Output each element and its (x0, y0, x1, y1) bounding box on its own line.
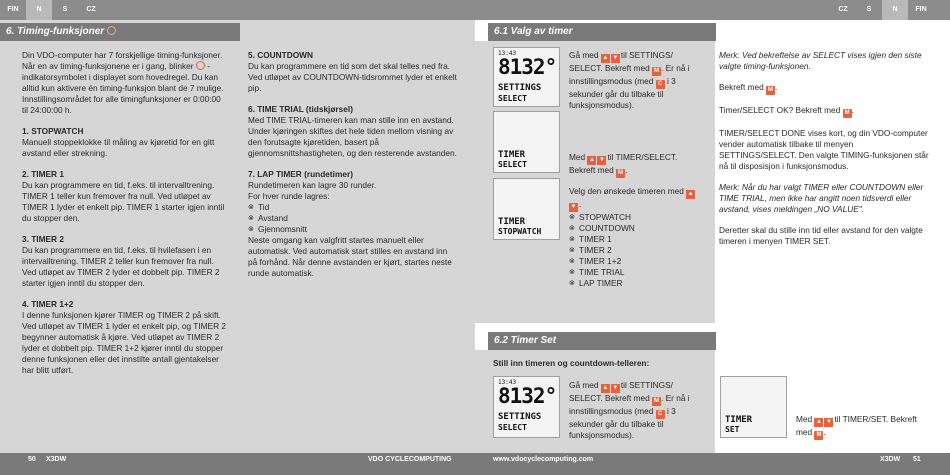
m-key-icon: M (844, 110, 850, 116)
step-5: Gå med ▲ ▼ til SETTINGS/ SELECT. Bekreft med M . Er nå i innstillingsmodus (med C i 3 sekunder går du tilbake til funksjonsmodus). (569, 380, 690, 440)
m-key-icon: M (654, 68, 660, 74)
lcd-text: TIMER (725, 415, 753, 425)
lcd-settings-select (493, 47, 560, 107)
lcd-subtext: SET (725, 425, 740, 434)
laptimer-text-2: Neste omgang kan valgfritt startes manuelt eller automatisk. Ved automatisk start stilles en avstand inn på forhånd. Når denne avstanden er kjørt, startes neste runde automatisk. (248, 235, 452, 278)
m-key-icon: M (654, 398, 660, 404)
countdown-title: 5. COUNTDOWN (248, 50, 313, 60)
lcd-text: SETTINGS (498, 83, 542, 93)
list-item: ⊗ TIMER 1 (569, 234, 699, 245)
language-tabs (830, 0, 950, 20)
tab-fin[interactable]: FIN (7, 6, 19, 13)
section-separator (475, 323, 950, 331)
m-key-icon: M (618, 170, 624, 176)
lcd-settings-select-2 (493, 376, 560, 438)
tab-s[interactable]: S (62, 6, 68, 13)
list-item: ⊗ TIMER 1+2 (569, 256, 699, 267)
section-header: 6. Timing-funksjoner (0, 23, 240, 41)
timer2-text: Du kan programmere en tid, f.eks. til hvilefasen i en intervalltrening. TIMER 2 teller kun fremover fra null. Ved utløpet av TIMER 2 lyder et dobbelt pip. TIMER 2 starter igjen inntil du stopper den. (22, 245, 220, 288)
left-column: Din VDO-computer har 7 forskjellige timing-funksjoner. Når en av timing-funksjonene er i gang, blinker -indikatorsymbolet i displayet som hovedregel. Du kan alltid kun aktivere én timing-funksjon blant de 7 mulige. Innstillingsområdet for alle timingfunksjoner er 0:00:00 til 24:00:00 h. 1. STOPWATCH Manuell stoppeklokke til måling av kjøretid for en gitt avstand eller strekning. 2. TIMER 1 Du kan programmere en tid, f.eks. til intervalltrening. TIMER 1 teller kun fremover fra null. Ved utløpet av TIMER 1 lyder et enkelt pip. TIMER 1 starter igjen inntil du stopper den. 3. TIMER 2 Du kan programmere en tid, f.eks. til hvilefasen i en intervalltrening. TIMER 2 teller kun fremover fra null. Ved utløpet av TIMER 2 lyder et dobbelt pip. TIMER 2 starter igjen inntil du stopper den. 4. TIMER 1+2 I denne funksjonen kjører TIMER og TIMER 2 på skift. Ved utløpet av TIMER 1 lyder et enkelt pip, og TIMER 2 begynner automatisk å kjøre. Ved utløpet av TIMER 2 lyder et dobbelt pip. TIMER 1+2 kjører inntil du stopper denne funksjonen eller det innstilte antall gjentakelser har blitt utført. (22, 50, 226, 375)
step-2: Med ▲ ▼ til TIMER/SELECT. Bekreft med M . (569, 152, 678, 176)
c-key-icon: C (656, 410, 665, 419)
left-footer (0, 453, 475, 475)
done-text: TIMER/SELECT DONE vises kort, og din VDO-computer vender automatisk tilbake til menyen SETTINGS/SELECT. Den valgte TIMING-funksjonen står nå til disposisjon i funksjonsmodus. (719, 128, 929, 171)
list-item: ⊗ STOPWATCH (569, 212, 699, 223)
lcd-text: SETTINGS (498, 412, 542, 422)
page-number: 51 (913, 456, 921, 463)
down-icon: ▼ (612, 385, 619, 391)
down-icon: ▼ (612, 55, 619, 61)
up-icon: ▲ (815, 419, 822, 425)
step-6: Med ▲ ▼ til TIMER/SET. Bekreft med M . (796, 414, 917, 438)
list-item: ⊗ Tid (248, 202, 458, 213)
language-tabs (0, 0, 180, 20)
lcd-time: 13:43 (498, 50, 517, 57)
countdown-text: Du kan programmere en tid som det skal telles ned fra. Ved utløpet av COUNTDOWN-tidsrommet lyder et enkelt pip. (248, 61, 457, 93)
tab-n[interactable]: N (882, 0, 908, 20)
section-header-6-2: 6.2 Timer Set (488, 332, 716, 350)
step-3: Velg den ønskede timeren med ▲▼ . ⊗ STOPWATCH ⊗ COUNTDOWN ⊗ TIMER 1 ⊗ TIMER 2 ⊗ TIMER 1+2 ⊗ TIME TRIAL ⊗ LAP TIMER (569, 186, 699, 289)
stopwatch-title: 1. STOPWATCH (22, 126, 84, 136)
timetrial-title: 6. TIME TRIAL (tidskjørsel) (248, 104, 353, 114)
timetrial-text: Med TIME TRIAL-timeren kan man stille inn en avstand. Under kjøringen skiftes det hele tiden mellom visning av den forutsagte kjøretiden, basert på gjennomsnittshastigheten, og den resterende avstanden. (248, 115, 457, 158)
m-key-icon: M (816, 432, 822, 438)
tab-n[interactable]: N (26, 0, 52, 20)
list-item: ⊗ TIMER 2 (569, 245, 699, 256)
m-key-icon: M (768, 87, 774, 93)
website-url[interactable]: www.vdocyclecomputing.com (493, 456, 594, 463)
list-item: ⊗ TIME TRIAL (569, 267, 699, 278)
down-icon: ▼ (825, 419, 832, 425)
model-name: X3DW (880, 456, 901, 463)
laptimer-list (248, 202, 458, 235)
tab-fin[interactable]: FIN (915, 6, 927, 13)
lcd-text: TIMER (498, 150, 526, 160)
model-name: X3DW (46, 456, 67, 463)
timer-list (569, 212, 699, 289)
top-band (180, 0, 475, 20)
tab-s[interactable]: S (866, 6, 872, 13)
step-1: Gå med ▲ ▼ til SETTINGS/ SELECT. Bekreft med M . Er nå i innstillingsmodus (med C i 3 sekunder går du tilbake til funksjonsmodus). (569, 50, 690, 110)
lcd-digits: 8132° (498, 55, 557, 79)
top-band (475, 0, 830, 20)
middle-column (248, 50, 458, 289)
brand-name: VDO CYCLECOMPUTING (368, 456, 452, 463)
lcd-subtext: SELECT (498, 94, 527, 103)
sub-title: Still inn timeren og countdown-telleren: (493, 358, 650, 368)
tab-cz[interactable]: CZ (838, 6, 848, 13)
tab-cz[interactable]: CZ (86, 6, 96, 13)
note-1: Merk: Ved bekreftelse av SELECT vises igjen den siste valgte timing-funksjonen. (719, 50, 922, 71)
laptimer-title: 7. LAP TIMER (rundetimer) (248, 169, 353, 179)
section-header-6-1: 6.1 Valg av timer (488, 23, 716, 41)
lcd-subtext: STOPWATCH (498, 227, 542, 236)
lcd-timer-stopwatch (493, 178, 560, 240)
after-text: Deretter skal du stille inn tid eller avstand for den valgte timeren i menyen TIMER SET. (719, 225, 923, 246)
list-item: ⊗ Avstand (248, 213, 458, 224)
lcd-timer-set (720, 376, 787, 438)
lcd-text: TIMER (498, 217, 526, 227)
timer-indicator-icon (196, 61, 205, 70)
lcd-timer-select (493, 111, 560, 173)
lcd-time: 13:43 (498, 379, 517, 386)
laptimer-text: Rundetimeren kan lagre 30 runder. (248, 180, 377, 190)
list-item: ⊗ LAP TIMER (569, 278, 699, 289)
c-key-icon: C (656, 80, 665, 89)
up-icon: ▲ (687, 191, 694, 197)
timer1-text: Du kan programmere en tid, f.eks. til intervalltrening. TIMER 1 teller kun fremover fra null. Ved utløpet av TIMER 1 lyder et enkelt pip. TIMER 1 starter igjen inntil du stopper den. (22, 180, 225, 223)
lcd-subtext: SELECT (498, 160, 527, 169)
lcd-digits: 8132° (498, 384, 557, 408)
list-item: ⊗ Gjennomsnitt (248, 224, 458, 235)
timer12-title: 4. TIMER 1+2 (22, 299, 74, 309)
list-item: ⊗ COUNTDOWN (569, 223, 699, 234)
right-footer (475, 453, 950, 475)
notes-column: Merk: Ved bekreftelse av SELECT vises igjen den siste valgte timing-funksjonen. Bekreft med M . Timer/SELECT OK? Bekreft med M . TIMER/SELECT DONE vises kort, og din VDO-computer vender automatisk tilbake til menyen SETTINGS/SELECT. Den valgte TIMING-funksjonen står nå til disposisjon i funksjonsmodus. Merk: Når du har valgt TIMER eller COUNTDOWN eller TIME TRIAL, men ikke har angitt noen tidsverdi eller avstand, vises meldingen „NO VALUE". Deretter skal du stille inn tid eller avstand for den valgte timeren i menyen TIMER SET. (719, 50, 931, 257)
timer2-title: 3. TIMER 2 (22, 234, 64, 244)
note-2: Merk: Når du har valgt TIMER eller COUNTDOWN eller TIME TRIAL, men ikke har angitt noen tidsverdi eller avstand, vises meldingen „NO VALUE". (719, 182, 924, 214)
right-page (475, 0, 950, 475)
laptimer-list-intro: For hver runde lagres: (248, 191, 330, 201)
timer-indicator-icon (107, 26, 116, 35)
lcd-subtext: SELECT (498, 423, 527, 432)
down-icon: ▼ (570, 204, 577, 210)
down-icon: ▼ (598, 157, 605, 163)
stopwatch-text: Manuell stoppeklokke til måling av kjøretid for en gitt avstand eller strekning. (22, 137, 215, 158)
timer1-title: 2. TIMER 1 (22, 169, 64, 179)
timer12-text: I denne funksjonen kjører TIMER og TIMER 2 på skift. Ved utløpet av TIMER 1 lyder et enkelt pip, og TIMER 2 begynner automatisk å kjøre. Ved utløpet av TIMER 2 lyder et dobbelt pip. TIMER 1+2 kjører inntil du stopper denne funksjonen eller det innstilte antall gjentakelser har blitt utført. (22, 310, 226, 375)
page-number: 50 (28, 456, 36, 463)
up-icon: ▲ (602, 385, 609, 391)
up-icon: ▲ (588, 157, 595, 163)
up-icon: ▲ (602, 55, 609, 61)
